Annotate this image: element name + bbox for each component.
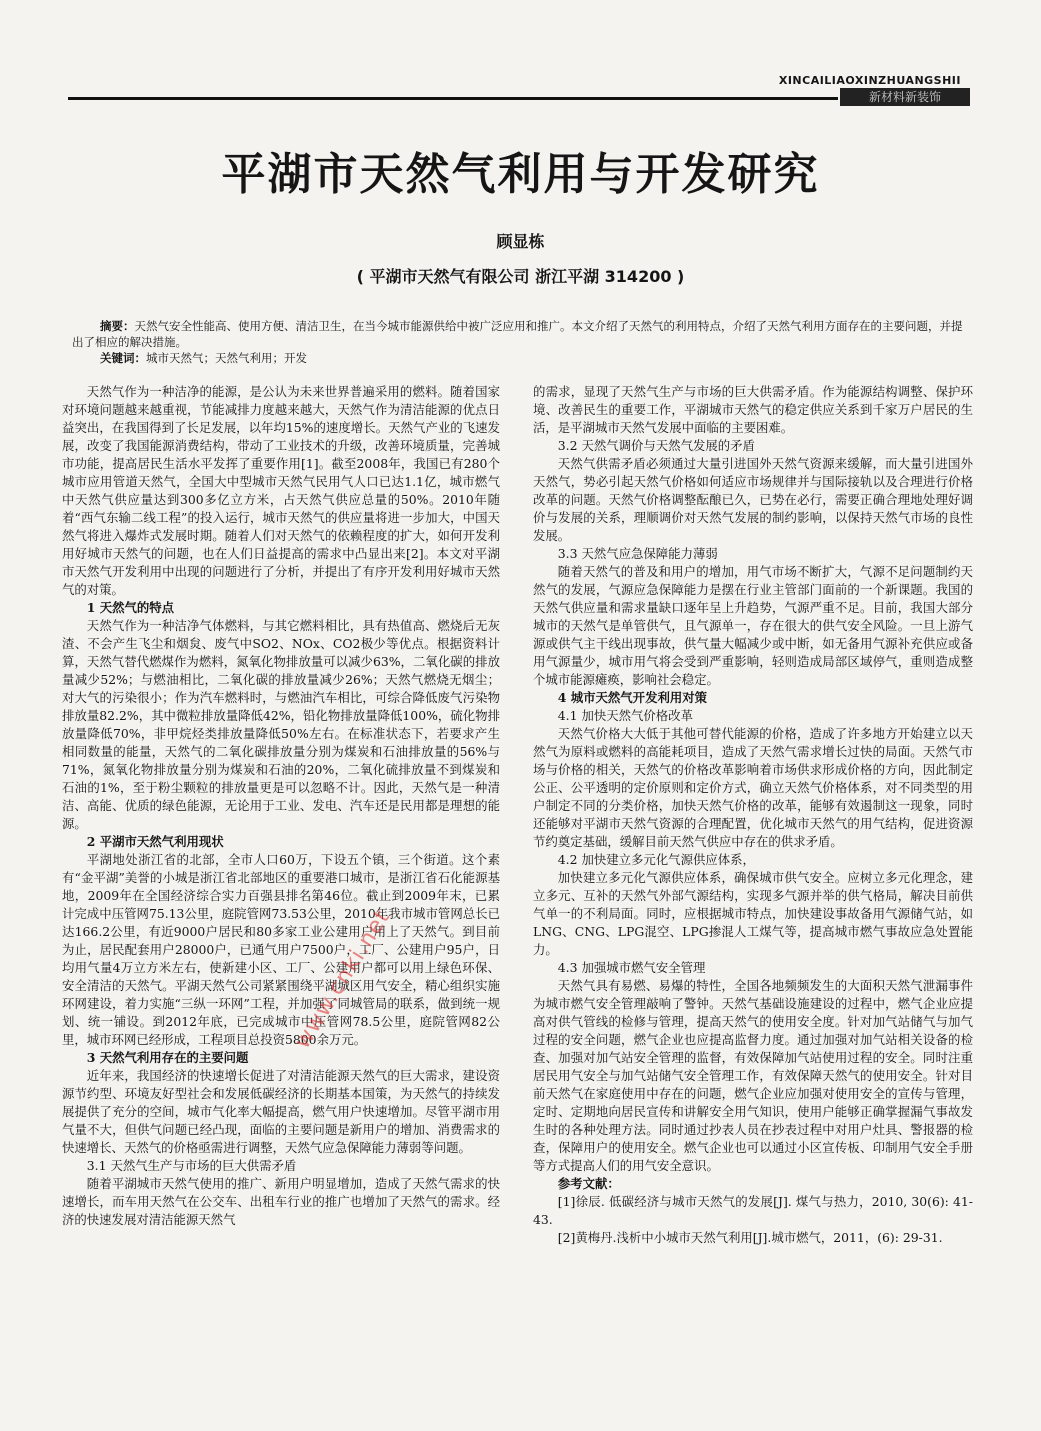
keywords bbox=[72, 350, 972, 366]
section-4-1-heading: 4.1 加快天然气价格改革 bbox=[557, 708, 693, 723]
section-4-3-heading: 4.3 加强城市燃气安全管理 bbox=[557, 960, 706, 975]
abstract-label: 摘要： bbox=[100, 319, 135, 333]
keywords-text: 城市天然气；天然气利用；开发 bbox=[146, 351, 307, 365]
section-3-heading: 3 天然气利用存在的主要问题 bbox=[86, 1050, 249, 1065]
journal-header-zh: 新材料新装饰 bbox=[840, 88, 970, 106]
reference-2: [2]黄梅丹.浅析中小城市天然气利用[J].城市燃气，2011，(6): 29-31. bbox=[557, 1230, 943, 1245]
section-4-2-heading: 4.2 加快建立多元化气源供应体系， bbox=[557, 852, 755, 867]
references-heading: 参考文献： bbox=[557, 1176, 620, 1191]
keywords-label: 关键词： bbox=[100, 351, 146, 365]
section-1-paragraph: 天然气作为一种洁净气体燃料，与其它燃料相比，具有热值高、燃烧后无灰渣、不会产生飞尘和烟炱、废气中SO2、NOx、CO2极少等优点。根据资料计算，天然气替代燃煤作为燃料，氮氧化物排放量可以减少63%，二氧化碳的排放量减少52%；与燃油相比，二氧化碳的排放量减少26%；天然气燃烧无烟尘；对大气的污染很小；作为汽车燃料时，与燃油汽车相比，可综合降低废气污染物排放量82.2%，其中微粒排放量降低42%，铅化物排放量降低100%，硫化物排放量降低70%，非甲烷烃类排放量降低50%左右。在标准状态下，若要求产生相同数量的能量，天然气的二氧化碳排放量分别为煤炭和石油排放量的56%与71%，氮氧化物排放量分别为煤炭和石油的20%，二氧化硫排放量不到煤炭和石油的1%，至于粉尘颗粒的排放量更是可以忽略不计。因此，天然气是一种清洁、高能、优质的绿色能源，无论用于工业、发电、汽车还是民用都是理想的能源。 bbox=[62, 618, 500, 831]
section-3-3-heading: 3.3 天然气应急保障能力薄弱 bbox=[557, 546, 718, 561]
section-3-1-paragraph: 随着平湖城市天然气使用的推广、新用户明显增加，造成了天然气需求的快速增长，而车用天然气在公交车、出租车行业的推广也增加了天然气的需求。经济的快速发展对清洁能源天然气 bbox=[62, 1176, 500, 1227]
section-4-1-paragraph: 天然气价格大大低于其他可替代能源的价格，造成了许多地方开始建立以天然气为原料或燃料的高能耗项目，造成了天然气需求增长过快的局面。天然气市场与价格的相关，天然气的价格改革影响着市场供求形成价格的方向，因此制定公正、公平透明的定价原则和定价方式，确立天然气价格体系，对不同类型的用户制定不同的分类价格，加快天然气价格的改革，能够有效遏制这一现象，同时还能够对平湖市天然气资源的合理配置，优化城市天然气的用气结构，促进资源节约奠定基础，缓解目前天然气供应中存在的供求矛盾。 bbox=[533, 726, 973, 849]
section-4-3-paragraph: 天然气具有易燃、易爆的特性，全国各地频频发生的大面积天然气泄漏事件为城市燃气安全管理敲响了警钟。天然气基础设施建设的过程中，燃气企业应提高对供气管线的检修与管理，提高天然气的使用安全度。针对加气站储气与加气过程的安全问题，燃气企业也应提高监督力度。通过加强对加气站相关设备的检查、加强对加气站安全管理的监督，有效保障加气站使用过程的安全。同时注重居民用气安全与加气站储气安全管理工作，有效保障天然气的使用安全。针对目前天然气在家庭使用中存在的问题，燃气企业应加强对使用安全的宣传与管理，定时、定期地向居民宣传和讲解安全用气知识，使用户能够正确掌握漏气事故发生时的各种处理方法。同时通过抄表人员在抄表过程中对用户灶具、警报器的检查，保障用户的使用安全。燃气企业也可以通过小区宣传板、印制用气安全手册等方式提高人们的用气安全意识。 bbox=[533, 978, 973, 1173]
section-2-paragraph: 平湖地处浙江省的北部，全市人口60万，下设五个镇，三个街道。这个素有“金平湖”美誉的小城是浙江省北部地区的重要港口城市，是浙江省石化能源基地，2009年在全国经济综合实力百强县排名第46位。截止到2009年末，已累计完成中压管网75.13公里，庭院管网73.53公里，2010年我市城市管网总长已达166.2公里，有近9000户居民和80多家工业公建用户用上了天然气。到目前为止，居民配套用户28000户，已通气用户7500户，工厂、公建用户95户，日均用气量4万立方米左右，使新建小区、工厂、公建用户都可以用上绿色环保、安全清洁的天然气。平湖天然气公司紧紧围绕平湖城区用气安全，精心组织实施环网建设，着力实施“三纵一环网”工程，并加强了同城管局的联系，做到统一规划、统一铺设。到2012年底，已完成城市中压管网78.5公里，庭院管网82公里，城市环网已经形成，工程项目总投资5800余万元。 bbox=[62, 852, 500, 1047]
section-3-paragraph: 近年来，我国经济的快速增长促进了对清洁能源天然气的巨大需求，建设资源节约型、环境友好型社会和发展低碳经济的长期基本国策，为天然气的持续发展提供了充分的空间，城市气化率大幅提高，燃气用户快速增加。尽管平湖市用气量不大，但供气问题已经凸现，面临的主要问题是新用户的增加、消费需求的快速增长、天然气的价格亟需进行调整，天然气应急保障能力薄弱等问题。 bbox=[62, 1068, 500, 1155]
section-4-2-paragraph: 加快建立多元化气源供应体系，确保城市供气安全。应树立多元化理念，建立多元、互补的天然气外部气源结构，实现多气源并举的供气格局，解决目前供气单一的不利局面。同时，应根据城市特点，加快建设事故备用气源储气站，如LNG、CNG、LPG混空、LPG掺混人工煤气等，提高城市燃气事故应急处置能力。 bbox=[533, 870, 973, 957]
section-2-heading: 2 平湖市天然气利用现状 bbox=[86, 834, 224, 849]
abstract bbox=[72, 318, 972, 350]
abstract-block bbox=[72, 318, 972, 366]
section-3-1-heading: 3.1 天然气生产与市场的巨大供需矛盾 bbox=[86, 1158, 297, 1173]
section-4-heading: 4 城市天然气开发利用对策 bbox=[557, 690, 708, 705]
intro-paragraph: 天然气作为一种洁净的能源，是公认为未来世界普遍采用的燃料。随着国家对环境问题越来越重视，节能减排力度越来越大，天然气作为清洁能源的优点日益突出，在我国得到了长足发展，以年均15%的速度增长。天然气产业的飞速发展，改变了我国能源消费结构，带动了工业技术的升级，改善环境质量，完善城市功能，提高居民生活水平发挥了重要作用[1]。截至2008年，我国已有280个城市应用管道天然气，全国大中型城市天然气民用气人口已达1.1亿，城市燃气中天然气供应量达到300多亿立方米，占天然气供应总量的50%。2010年随着“西气东输二线工程”的投入运行，城市天然气的供应量将进一步加大，中国天然气将进入爆炸式发展时期。随着人们对天然气的依赖程度的扩大，如何开发利用好城市天然气的问题，也在人们日益提高的需求中凸显出来[2]。本文对平湖市天然气开发利用中出现的问题进行了分析，并提出了有序开发利用好城市天然气的对策。 bbox=[62, 384, 500, 597]
right-column bbox=[533, 383, 973, 1247]
section-3-1-continued: 的需求，显现了天然气生产与市场的巨大供需矛盾。作为能源结构调整、保护环境、改善民生的重要工作，平湖城市天然气的稳定供应关系到千家万户居民的生活，是平湖城市天然气发展中面临的主要困难。 bbox=[533, 384, 973, 435]
paper-title: 平湖市天然气利用与开发研究 bbox=[221, 149, 820, 200]
author: 顾显栋 bbox=[496, 232, 545, 251]
reference-1: [1]徐辰. 低碳经济与城市天然气的发展[J]. 煤气与热力，2010, 30(6): 41-43. bbox=[533, 1194, 973, 1227]
abstract-text: 天然气安全性能高、使用方便、清洁卫生，在当今城市能源供给中被广泛应用和推广。本文介绍了天然气的利用特点，介绍了天然气利用方面存在的主要问题，并提出了相应的解决措施。 bbox=[72, 319, 963, 349]
affiliation: ( 平湖市天然气有限公司 浙江平湖 314200 ) bbox=[356, 267, 685, 286]
header-rule bbox=[68, 97, 838, 100]
section-3-2-heading: 3.2 天然气调价与天然气发展的矛盾 bbox=[557, 438, 755, 453]
cnki-watermark: www.cnki.net bbox=[290, 905, 396, 1054]
section-3-3-paragraph: 随着天然气的普及和用户的增加，用气市场不断扩大，气源不足问题制约天然气的发展，气源应急保障能力是摆在行业主管部门面前的一个新课题。我国的天然气供应量和需求量缺口逐年呈上升趋势，气源严重不足。目前，我国大部分城市的天然气是单管供气，且气源单一，存在很大的供气安全风险。一旦上游气源或供气主干线出现事故，供气量大幅减少或中断，如无备用气源补充供应或备用气源量少，城市用气将会受到严重影响，轻则造成局部区域停气，重则造成整个城市能源瘫痪，影响社会稳定。 bbox=[533, 564, 973, 687]
left-column bbox=[62, 383, 500, 1229]
journal-header-en: XINCAILIAOXINZHUANGSHII bbox=[778, 74, 961, 87]
section-3-2-paragraph: 天然气供需矛盾必须通过大量引进国外天然气资源来缓解，而大量引进国外天然气，势必引起天然气价格如何适应市场规律并与国际接轨以及合理进行价格改革的问题。天然气价格调整酝酿已久，已势在必行，需要正确合理地处理好调价与发展的关系，理顺调价对天然气发展的制约影响，以保持天然气市场的良性发展。 bbox=[533, 456, 973, 543]
section-1-heading: 1 天然气的特点 bbox=[86, 600, 175, 615]
